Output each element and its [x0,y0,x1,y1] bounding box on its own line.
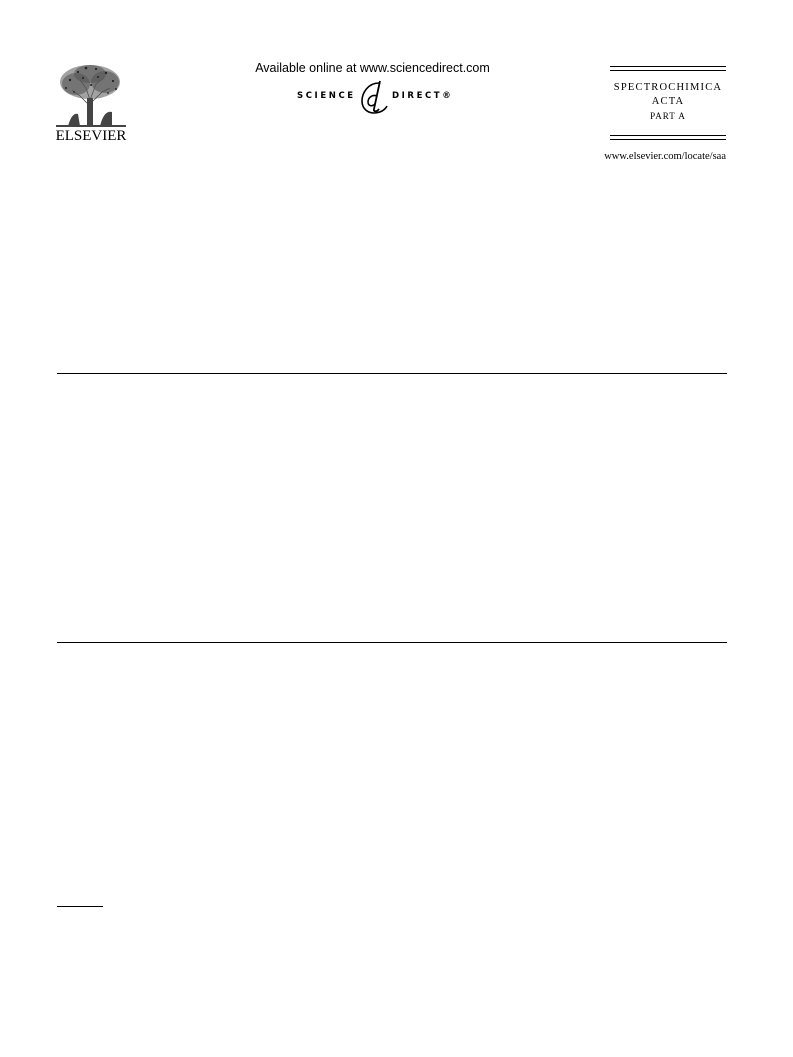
at-sign-icon [358,79,390,117]
available-online-text: Available online at www.sciencedirect.com [255,61,490,75]
sciencedirect-logo [295,79,475,117]
footnote-rule [57,906,103,907]
elsevier-tree-icon [50,62,132,128]
journal-name-line2: ACTA [651,96,685,107]
science-word: SCIENCE [297,91,356,101]
journal-name-line1: SPECTROCHIMICA [613,82,723,93]
publisher-name: ELSEVIER [55,128,127,144]
journal-top-rules [610,62,726,71]
abstract-top-rule [57,373,727,374]
bottom-rule-2 [610,139,726,140]
abstract-bottom-rule [57,642,727,643]
journal-url: www.elsevier.com/locate/saa [604,151,726,162]
journal-part: PART A [650,111,686,121]
journal-title-block [610,62,726,140]
direct-word: DIRECT® [392,91,454,101]
